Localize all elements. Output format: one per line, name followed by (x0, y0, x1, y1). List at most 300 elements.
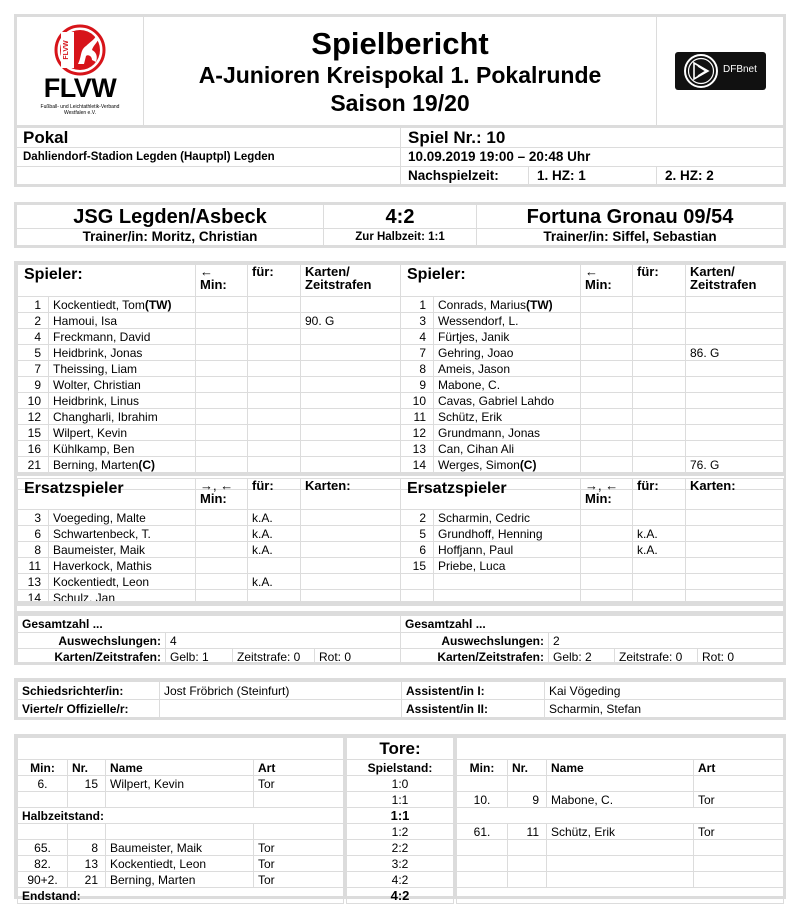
player-minute (196, 441, 248, 457)
away-goals-top-blank (457, 738, 784, 760)
player-replaced-for (248, 409, 301, 425)
player-row (18, 329, 401, 345)
player-name: Schütz, Erik (438, 409, 503, 424)
assistant2-label: Assistent/in II: (402, 700, 545, 718)
player-cards (686, 542, 784, 558)
player-row (401, 329, 784, 345)
player-role-tag: (C) (138, 457, 156, 472)
player-cards (301, 510, 401, 526)
venue: Dahliendorf-Stadion Legden (Hauptpl) Legden (23, 151, 275, 163)
player-number: 13 (18, 574, 49, 590)
away-goals-nr-heading: Nr. (508, 760, 547, 776)
goal-type: Tor (694, 792, 784, 808)
player-cards: 86. G (686, 345, 784, 361)
player-name: Ameis, Jason (438, 361, 511, 376)
player-minute (581, 361, 633, 377)
player-name: Werges, Simon (438, 457, 520, 472)
player-name: Theissing, Liam (53, 361, 138, 376)
dfb-emblem-icon (681, 52, 721, 90)
player-name: Priebe, Luca (438, 558, 506, 573)
player-replaced-for (248, 377, 301, 393)
player-cards (301, 457, 401, 475)
player-name: Can, Cihan Ali (438, 441, 515, 456)
player-replaced-for: k.A. (633, 526, 686, 542)
info-vdivider-2 (528, 166, 529, 184)
player-name: Cavas, Gabriel Lahdo (438, 393, 555, 408)
player-row (401, 425, 784, 441)
player-row (18, 377, 401, 393)
assistant1-label: Assistent/in I: (402, 682, 545, 700)
player-name-cell (434, 313, 581, 329)
player-name: Schwartenbeck, T. (53, 526, 151, 541)
player-replaced-for: k.A. (248, 526, 301, 542)
home-goals-name-heading: Name (106, 760, 254, 776)
player-minute (196, 510, 248, 526)
player-replaced-for (248, 361, 301, 377)
player-name-cell (434, 377, 581, 393)
player-cards (301, 526, 401, 542)
goal-minute: 90+2. (18, 872, 68, 888)
away-lineup-table (400, 264, 784, 490)
running-score (347, 824, 454, 840)
player-name-cell (434, 393, 581, 409)
final-score-row-value: 4:2 (347, 888, 454, 904)
goal-minute (457, 872, 508, 888)
halftime-score-row (347, 808, 454, 824)
player-name-cell (434, 558, 581, 574)
player-number: 8 (401, 361, 434, 377)
player-minute (196, 558, 248, 574)
home-goals-nr-heading: Nr. (68, 760, 106, 776)
player-minute (581, 425, 633, 441)
player-cards (301, 425, 401, 441)
player-minute (581, 377, 633, 393)
goals-title: Tore: (347, 738, 454, 760)
final-score: 4:2 (385, 206, 415, 228)
game-number: Spiel Nr.: 10 (408, 128, 506, 147)
player-cards (686, 425, 784, 441)
goal-type: Tor (254, 872, 344, 888)
player-cards (686, 297, 784, 313)
player-name: Heidbrink, Jonas (53, 345, 143, 360)
player-cards (301, 409, 401, 425)
player-name: Freckmann, David (53, 329, 151, 344)
player-number: 4 (401, 329, 434, 345)
player-number: 11 (401, 409, 434, 425)
player-number: 3 (401, 313, 434, 329)
player-name: Berning, Marten (53, 457, 139, 472)
player-row (18, 393, 401, 409)
running-score-value: 4:2 (347, 872, 454, 888)
player-cards (686, 377, 784, 393)
player-minute (196, 297, 248, 313)
score-progress-table (346, 737, 454, 904)
fourth-official-label: Vierte/r Offizielle/r: (18, 700, 160, 718)
running-score (347, 840, 454, 856)
player-role-tag: (C) (519, 457, 537, 472)
player-cards (301, 345, 401, 361)
player-replaced-for (248, 457, 301, 475)
player-replaced-for (248, 425, 301, 441)
player-minute (581, 297, 633, 313)
player-name: Baumeister, Maik (53, 542, 146, 557)
player-cards (301, 574, 401, 590)
player-cards (301, 361, 401, 377)
goal-player-number (508, 776, 547, 792)
player-number: 2 (401, 510, 434, 526)
player-number: 4 (18, 329, 49, 345)
goal-player-name (547, 872, 694, 888)
info-vdivider-3 (656, 166, 657, 184)
final-score-row (347, 888, 454, 904)
player-minute (581, 574, 633, 590)
arrows-in-out-icon: →, ← (200, 478, 234, 493)
player-replaced-for (633, 297, 686, 313)
goal-player-name: Mabone, C. (547, 792, 694, 808)
player-number: 8 (18, 542, 49, 558)
home-subs-label: Auswechslungen: (18, 633, 166, 649)
info-vdivider (400, 128, 401, 184)
goal-row (457, 840, 784, 856)
player-minute (196, 313, 248, 329)
player-name-cell (434, 510, 581, 526)
home-yellow-count: Gelb: 1 (166, 649, 233, 665)
player-cards (301, 329, 401, 345)
home-goals-table (17, 737, 344, 904)
player-number: 15 (18, 425, 49, 441)
home-totals-heading: Gesamtzahl ... (18, 616, 401, 633)
player-cards (301, 297, 401, 313)
player-name: Scharmin, Cedric (438, 510, 531, 525)
away-totals-heading: Gesamtzahl ... (401, 616, 784, 633)
competition-type: Pokal (23, 128, 69, 147)
player-replaced-for (633, 377, 686, 393)
goal-type (694, 856, 784, 872)
home-subs-count: 4 (166, 633, 401, 649)
player-cards (686, 526, 784, 542)
min-label: Min: (585, 277, 612, 292)
player-number: 10 (401, 393, 434, 409)
running-score-value: 1:2 (347, 824, 454, 840)
player-replaced-for (633, 361, 686, 377)
player-minute (196, 377, 248, 393)
goal-player-number (68, 792, 106, 808)
goal-type: Tor (254, 856, 344, 872)
player-number: 2 (18, 313, 49, 329)
assistant2-name: Scharmin, Stefan (545, 700, 784, 718)
player-name: Grundhoff, Henning (438, 526, 543, 541)
page-title: Spielbericht (311, 26, 489, 61)
fourth-official-name (160, 700, 402, 718)
player-cards (686, 409, 784, 425)
away-subs-table (400, 478, 784, 606)
officials-table (17, 681, 784, 718)
player-minute (196, 329, 248, 345)
player-row (18, 510, 401, 526)
player-minute (581, 345, 633, 361)
goal-player-name: Wilpert, Kevin (106, 776, 254, 792)
home-subs-table (17, 478, 401, 606)
player-name: Wessendorf, L. (438, 313, 519, 328)
totals-separator (17, 601, 783, 615)
goal-minute: 61. (457, 824, 508, 840)
player-minute (581, 313, 633, 329)
player-replaced-for (633, 574, 686, 590)
away-lineup-header (401, 265, 784, 297)
blank-cell (457, 808, 784, 824)
player-name-cell (49, 558, 196, 574)
halftime-score-row-value: 1:1 (347, 808, 454, 824)
player-name-cell (49, 510, 196, 526)
player-number: 11 (18, 558, 49, 574)
player-row (18, 558, 401, 574)
goal-player-number (508, 872, 547, 888)
player-cards (301, 377, 401, 393)
player-minute (581, 329, 633, 345)
goal-player-number: 11 (508, 824, 547, 840)
halftime-row-label: Halbzeitstand: (18, 808, 344, 824)
flvw-tagline-1: Fußball- und Leichtathletik-Verband (40, 104, 120, 110)
player-replaced-for (633, 329, 686, 345)
player-minute (581, 558, 633, 574)
goal-minute (18, 792, 68, 808)
cards-label-2: Zeitstrafen (690, 277, 757, 292)
goal-type (254, 792, 344, 808)
player-cards (686, 441, 784, 457)
player-name-cell (434, 457, 581, 475)
home-subs-heading: Ersatzspieler (18, 479, 196, 510)
player-row (401, 441, 784, 457)
player-minute (196, 425, 248, 441)
player-number: 12 (401, 425, 434, 441)
player-number: 16 (18, 441, 49, 457)
flvw-horse-emblem-icon (30, 24, 130, 76)
away-red-count: Rot: 0 (698, 649, 784, 665)
referee-name: Jost Fröbrich (Steinfurt) (160, 682, 402, 700)
player-row (401, 361, 784, 377)
home-team-name: JSG Legden/Asbeck (73, 206, 267, 228)
player-replaced-for (248, 329, 301, 345)
player-cards (301, 441, 401, 457)
player-name-cell (49, 425, 196, 441)
match-datetime: 10.09.2019 19:00 – 20:48 Uhr (408, 149, 591, 164)
goal-player-number (508, 840, 547, 856)
season-label: Saison 19/20 (330, 90, 470, 116)
player-name: Wilpert, Kevin (53, 425, 128, 440)
goal-minute (457, 856, 508, 872)
player-name-cell (434, 441, 581, 457)
final-row (18, 888, 344, 904)
player-replaced-for (633, 457, 686, 475)
player-number: 1 (401, 297, 434, 313)
player-name-cell (49, 441, 196, 457)
player-replaced-for (248, 345, 301, 361)
player-cards (301, 558, 401, 574)
player-replaced-for (248, 393, 301, 409)
goal-type: Tor (254, 840, 344, 856)
away-goals-table (456, 737, 784, 904)
away-cards-heading (686, 265, 784, 297)
running-score (347, 792, 454, 808)
player-name-cell (434, 329, 581, 345)
player-row (18, 409, 401, 425)
player-minute (196, 393, 248, 409)
home-lineup-table (17, 264, 401, 490)
player-row (18, 574, 401, 590)
player-number: 6 (401, 542, 434, 558)
halftime-row (18, 808, 344, 824)
player-name: Wolter, Christian (53, 377, 141, 392)
player-cards (686, 558, 784, 574)
stoppage-label: Nachspielzeit: (408, 168, 499, 183)
player-name-cell (49, 361, 196, 377)
home-goals-min-heading: Min: (18, 760, 68, 776)
home-sub-cards-heading: Karten: (301, 479, 401, 510)
running-score (347, 872, 454, 888)
goal-player-name (106, 792, 254, 808)
player-name-cell (49, 345, 196, 361)
away-sub-cards-heading: Karten: (686, 479, 784, 510)
score-heading: Spielstand: (347, 760, 454, 776)
home-sub-min-heading (196, 479, 248, 510)
player-number: 7 (18, 361, 49, 377)
player-cards: 90. G (301, 313, 401, 329)
player-replaced-for: k.A. (248, 542, 301, 558)
flvw-logo-text: FLVW (43, 73, 117, 103)
home-lineup-header (18, 265, 401, 297)
final-row-label: Endstand: (18, 888, 344, 904)
flvw-tagline-2: Westfalen e.V. (64, 110, 96, 116)
player-name-cell (49, 457, 196, 475)
cards-label-1: Karten/ (305, 264, 350, 279)
cards-label-2: Zeitstrafen (305, 277, 372, 292)
player-name-cell (49, 526, 196, 542)
player-name-cell (49, 329, 196, 345)
player-name-cell (434, 542, 581, 558)
player-name-cell (434, 297, 581, 313)
player-name: Grundmann, Jonas (438, 425, 541, 440)
goal-player-name (106, 824, 254, 840)
player-name: Heidbrink, Linus (53, 393, 140, 408)
player-number: 9 (18, 377, 49, 393)
away-goals-min-heading: Min: (457, 760, 508, 776)
goal-player-number: 9 (508, 792, 547, 808)
goal-minute (18, 824, 68, 840)
min-label: Min: (200, 277, 227, 292)
player-minute (581, 542, 633, 558)
player-number: 12 (18, 409, 49, 425)
home-goals-top-blank (18, 738, 344, 760)
player-cards (301, 542, 401, 558)
player-number: 6 (18, 526, 49, 542)
player-row (401, 574, 784, 590)
player-name: Hoffjann, Paul (438, 542, 514, 557)
running-score-value: 3:2 (347, 856, 454, 872)
goal-player-name: Baumeister, Maik (106, 840, 254, 856)
player-row (401, 510, 784, 526)
player-number: 13 (401, 441, 434, 457)
player-name-cell (49, 297, 196, 313)
player-minute (196, 526, 248, 542)
away-penalty-count: Zeitstrafe: 0 (615, 649, 698, 665)
running-score-value: 1:0 (347, 776, 454, 792)
player-row (401, 393, 784, 409)
player-replaced-for (248, 313, 301, 329)
player-name-cell (49, 409, 196, 425)
home-players-heading: Spieler: (18, 265, 196, 297)
player-replaced-for (633, 313, 686, 329)
away-sub-min-heading (581, 479, 633, 510)
goal-row (18, 792, 344, 808)
assistant1-name: Kai Vögeding (545, 682, 784, 700)
player-name-cell (434, 361, 581, 377)
player-name-cell (49, 313, 196, 329)
player-replaced-for (633, 558, 686, 574)
player-row (18, 313, 401, 329)
cards-label-1: Karten/ (690, 264, 735, 279)
goal-row (18, 824, 344, 840)
final-row-away (457, 888, 784, 904)
referee-label: Schiedsrichter/in: (18, 682, 160, 700)
player-name-cell (49, 542, 196, 558)
player-row (18, 425, 401, 441)
home-for-heading: für: (248, 265, 301, 297)
arrow-left-icon: ← (200, 264, 213, 279)
stoppage-first-half: 1. HZ: 1 (537, 168, 586, 183)
goal-player-number: 21 (68, 872, 106, 888)
goal-player-name: Berning, Marten (106, 872, 254, 888)
player-replaced-for: k.A. (633, 542, 686, 558)
player-name-cell (434, 345, 581, 361)
arrow-left-icon: ← (585, 264, 598, 279)
player-row (401, 409, 784, 425)
running-score (347, 776, 454, 792)
player-name: Schulz, Jan (53, 590, 116, 605)
away-min-heading (581, 265, 633, 297)
player-minute (196, 361, 248, 377)
goal-minute: 6. (18, 776, 68, 792)
goal-type (694, 840, 784, 856)
player-row (401, 526, 784, 542)
player-name-cell (434, 409, 581, 425)
goal-player-name (547, 776, 694, 792)
goal-row (18, 776, 344, 792)
player-replaced-for (248, 441, 301, 457)
flvw-ring-text: FLVW (63, 40, 70, 60)
goal-player-name (547, 840, 694, 856)
player-row (401, 457, 784, 475)
away-goals-type-heading: Art (694, 760, 784, 776)
player-replaced-for (633, 345, 686, 361)
stoppage-second-half: 2. HZ: 2 (665, 168, 714, 183)
away-totals-table (400, 615, 784, 665)
player-number: 7 (401, 345, 434, 361)
away-yellow-count: Gelb: 2 (549, 649, 615, 665)
player-name: Kockentiedt, Tom (53, 297, 145, 312)
home-min-heading (196, 265, 248, 297)
player-replaced-for: k.A. (248, 574, 301, 590)
goal-player-name: Schütz, Erik (547, 824, 694, 840)
player-number: 15 (401, 558, 434, 574)
player-number: 21 (18, 457, 49, 475)
player-cards (686, 361, 784, 377)
home-totals-table (17, 615, 401, 665)
player-row (401, 345, 784, 361)
player-name: Fürtjes, Janik (438, 329, 510, 344)
player-replaced-for (633, 393, 686, 409)
player-replaced-for (248, 297, 301, 313)
away-sub-for-heading: für: (633, 479, 686, 510)
